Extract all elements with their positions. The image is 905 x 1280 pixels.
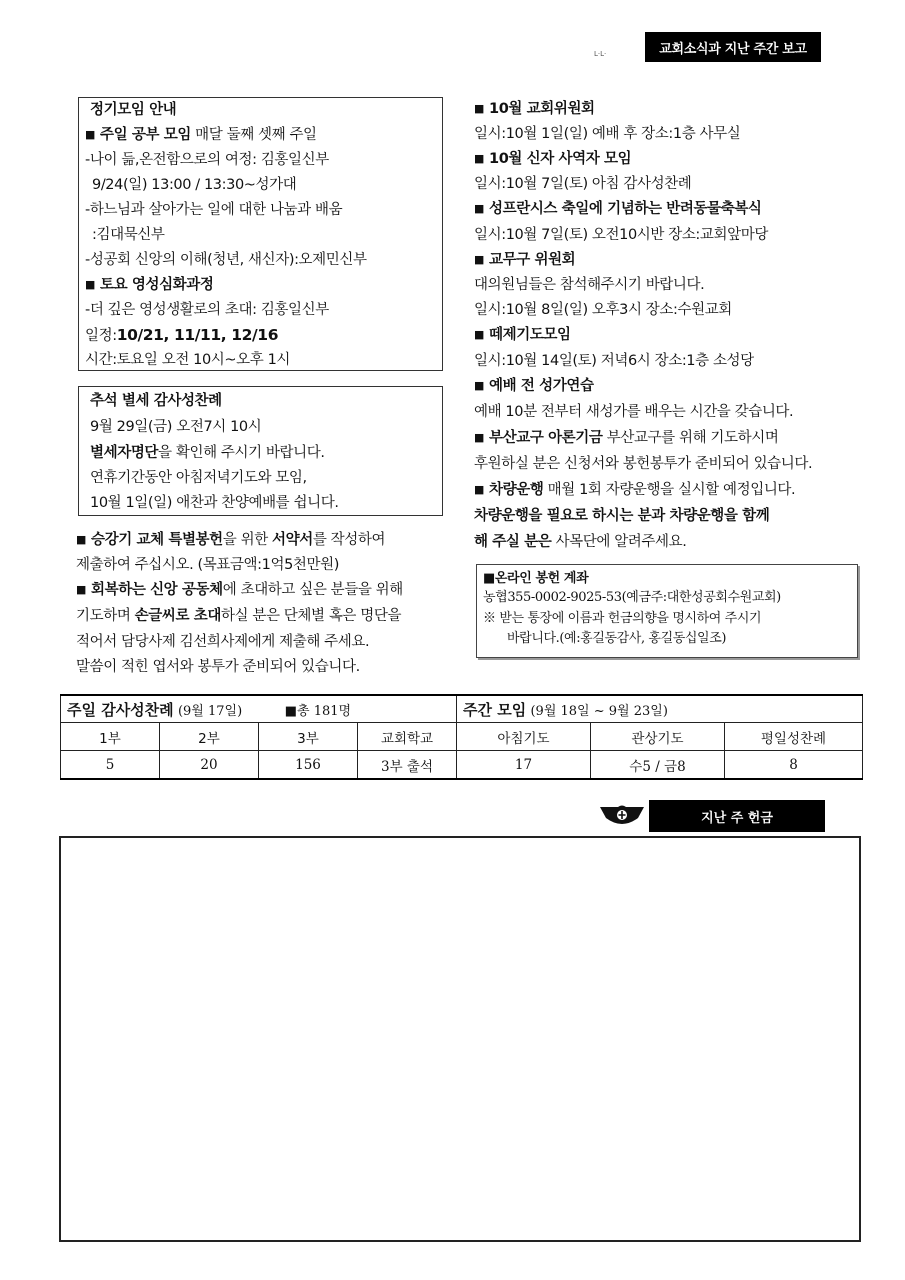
table-header-cell: 1부 xyxy=(61,723,160,751)
offering-banner-label: 지난 주 헌금 xyxy=(649,800,825,832)
weekly-meeting-title-cell xyxy=(457,695,863,723)
offering-banner xyxy=(598,800,825,832)
sunday-eucharist-date: (9월 17일) xyxy=(177,703,243,719)
sunday-study-rest: 매달 둘째 셋째 주일 xyxy=(195,127,317,143)
car-line-3-bold: 해 주실 분은 xyxy=(474,534,552,550)
church-logo-icon xyxy=(598,804,646,828)
elevator-rest: 를 작성하여 xyxy=(312,532,386,548)
attendance-header-row xyxy=(61,723,863,751)
offering-box xyxy=(59,836,861,1242)
attendance-value-row xyxy=(61,751,863,780)
car-line-3-rest: 사목단에 알려주세요. xyxy=(555,534,687,550)
attendance-table xyxy=(60,694,863,780)
recovery-line-1 xyxy=(76,581,403,600)
busan-rest: 부산교구를 위해 기도하시며 xyxy=(606,430,779,446)
francis-heading-line xyxy=(474,200,761,219)
meeting-line-1: -나이 듦,온전함으로의 여정: 김홍일신부 xyxy=(85,152,329,168)
choir-heading-line xyxy=(474,377,594,396)
sunday-eucharist-title-cell xyxy=(61,695,457,723)
bullet-square-icon: ■ xyxy=(474,431,484,444)
time-line: 시간:토요일 오전 10시~오후 1시 xyxy=(85,352,291,368)
table-header-cell: 관상기도 xyxy=(591,723,725,751)
busan-line-2: 후원하실 분은 신청서와 봉헌봉투가 준비되어 있습니다. xyxy=(474,456,813,472)
chuseok-line-3: 연휴기간동안 아침저녁기도와 모임, xyxy=(90,470,307,486)
weekly-meeting-title: 주간 모임 xyxy=(463,700,527,719)
car-heading: 차량운행 xyxy=(489,482,544,498)
bullet-square-icon: ■ xyxy=(76,583,86,596)
recovery-line-2-pre: 기도하며 xyxy=(76,608,135,624)
table-value-cell: 156 xyxy=(259,751,358,780)
table-header-cell: 2부 xyxy=(160,723,259,751)
bullet-square-icon: ■ xyxy=(474,102,484,115)
recovery-bold-2: 손글씨로 초대 xyxy=(134,608,221,624)
meeting-line-4: :김대묵신부 xyxy=(92,227,165,243)
bullet-square-icon: ■ xyxy=(85,278,95,291)
car-line-1 xyxy=(474,481,795,500)
diocese-heading: 교무구 위원회 xyxy=(489,252,576,268)
meeting-line-2: 9/24(일) 13:00 / 13:30~성가대 xyxy=(92,177,297,193)
header-mark: L·L· xyxy=(594,50,607,58)
table-value-cell: 3부 출석 xyxy=(358,751,457,780)
chuseok-line-4: 10월 1일(일) 애찬과 찬양예배를 쉽니다. xyxy=(90,495,339,511)
table-header-cell: 교회학교 xyxy=(358,723,457,751)
section-header-tag: 교회소식과 지난 주간 보고 xyxy=(645,32,821,62)
elevator-line-2: 제출하여 주십시오. (목표금액:1억5천만원) xyxy=(76,557,339,573)
table-value-cell: 8 xyxy=(725,751,863,780)
recovery-bold-1: 회복하는 신앙 공동체 xyxy=(91,582,223,598)
schedule-label: 일정: xyxy=(85,328,117,344)
busan-heading: 부산교구 아론기금 xyxy=(489,430,603,446)
bullet-square-icon: ■ xyxy=(76,533,86,546)
table-header-cell: 아침기도 xyxy=(457,723,591,751)
schedule-dates: 10/21, 11/11, 12/16 xyxy=(116,326,279,344)
council-detail: 일시:10월 1일(일) 예배 후 장소:1층 사무실 xyxy=(474,126,741,142)
choir-detail: 예배 10분 전부터 새성가를 배우는 시간을 갖습니다. xyxy=(474,404,794,420)
elevator-bold-1: 승강기 교체 특별봉헌 xyxy=(91,532,223,548)
recovery-rest-1: 에 초대하고 싶은 분들을 위해 xyxy=(222,582,403,598)
francis-detail: 일시:10월 7일(토) 오전10시반 장소:교회앞마당 xyxy=(474,227,768,243)
council-heading: 10월 교회위원회 xyxy=(489,101,595,117)
bullet-square-icon: ■ xyxy=(474,379,484,392)
bullet-square-icon: ■ xyxy=(474,483,484,496)
recovery-line-3: 적어서 담당사제 김선희사제에게 제출해 주세요. xyxy=(76,634,370,650)
online-account: 농협355-0002-9025-53(예금주:대한성공회수원교회) xyxy=(483,590,781,605)
ministry-detail: 일시:10월 7일(토) 아침 감사성찬례 xyxy=(474,176,692,192)
chuseok-title: 추석 별세 감사성찬례 xyxy=(90,393,222,409)
bullet-square-icon: ■ xyxy=(474,253,484,266)
saturday-course-heading: 토요 영성심화과정 xyxy=(100,277,214,293)
table-value-cell: 수5 / 금8 xyxy=(591,751,725,780)
council-heading-line xyxy=(474,100,595,119)
online-offering-box xyxy=(476,564,858,658)
sunday-study-line xyxy=(85,126,317,145)
car-rest: 매월 1회 자량운행을 실시할 예정입니다. xyxy=(547,482,796,498)
online-note-1: ※ 받는 통장에 이름과 헌금의향을 명시하여 주시기 xyxy=(483,611,762,626)
meeting-line-3: -하느님과 살아가는 일에 대한 나눔과 배움 xyxy=(85,202,343,218)
car-line-2: 차량운행을 필요로 하시는 분과 차량운행을 함께 xyxy=(474,508,770,524)
bullet-square-icon: ■ xyxy=(474,202,484,215)
elevator-line-1 xyxy=(76,531,385,550)
regular-meeting-title: 정기모임 안내 xyxy=(90,102,177,118)
attendance-title-row xyxy=(61,695,863,723)
taize-detail: 일시:10월 14일(토) 저녁6시 장소:1층 소성당 xyxy=(474,353,754,369)
online-offering-title: ■온라인 봉헌 계좌 xyxy=(483,571,589,586)
elevator-bold-2: 서약서 xyxy=(272,532,313,548)
schedule-line xyxy=(85,326,278,345)
weekly-meeting-date: (9월 18일 ~ 9월 23일) xyxy=(530,703,668,719)
sunday-eucharist-title: 주일 감사성찬례 xyxy=(67,700,174,719)
chuseok-line-2 xyxy=(90,444,325,462)
chuseok-line-2-bold: 별세자명단 xyxy=(90,445,159,461)
table-header-cell: 평일성찬례 xyxy=(725,723,863,751)
busan-line-1 xyxy=(474,429,778,448)
diocese-line-1: 대의원님들은 참석해주시기 바랍니다. xyxy=(474,277,705,293)
francis-heading: 성프란시스 축일에 기념하는 반려동물축복식 xyxy=(489,201,762,217)
diocese-heading-line xyxy=(474,251,575,270)
taize-heading: 떼제기도모임 xyxy=(489,327,571,343)
choir-heading: 예배 전 성가연습 xyxy=(489,378,594,394)
ministry-heading-line xyxy=(474,150,631,169)
table-value-cell: 20 xyxy=(160,751,259,780)
car-line-3 xyxy=(474,533,686,551)
recovery-line-2-rest: 하실 분은 단체별 혹은 명단을 xyxy=(220,608,402,624)
recovery-line-4: 말씀이 적힌 엽서와 봉투가 준비되어 있습니다. xyxy=(76,659,360,675)
saturday-course-line xyxy=(85,276,214,295)
bullet-square-icon: ■ xyxy=(85,128,95,141)
recovery-line-2 xyxy=(76,607,401,625)
table-value-cell: 5 xyxy=(61,751,160,780)
table-header-cell: 3부 xyxy=(259,723,358,751)
table-value-cell: 17 xyxy=(457,751,591,780)
chuseok-line-1: 9월 29일(금) 오전7시 10시 xyxy=(90,419,262,435)
meeting-line-6: -더 깊은 영성생활로의 초대: 김홍일신부 xyxy=(85,302,329,318)
sunday-study-heading: 주일 공부 모임 xyxy=(100,127,191,143)
taize-heading-line xyxy=(474,326,571,345)
meeting-line-5: -성공회 신앙의 이해(청년, 새신자):오제민신부 xyxy=(85,252,367,268)
diocese-line-2: 일시:10월 8일(일) 오후3시 장소:수원교회 xyxy=(474,302,732,318)
chuseok-line-2-rest: 을 확인해 주시기 바랍니다. xyxy=(158,445,325,461)
sunday-total: ■총 181명 xyxy=(284,703,352,719)
ministry-heading: 10월 신자 사역자 모임 xyxy=(489,151,632,167)
bullet-square-icon: ■ xyxy=(474,328,484,341)
elevator-mid: 을 위한 xyxy=(222,532,268,548)
online-note-2: 바랍니다.(예:홍길동감사, 홍길동십일조) xyxy=(507,631,727,646)
bullet-square-icon: ■ xyxy=(474,152,484,165)
